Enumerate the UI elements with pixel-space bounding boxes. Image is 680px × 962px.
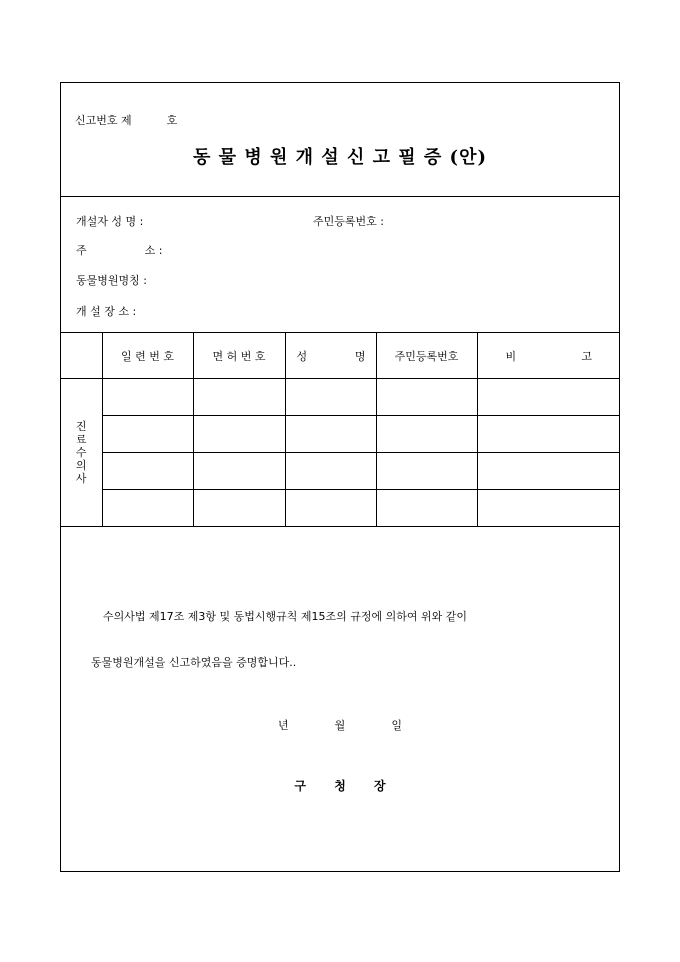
- cell-note[interactable]: [477, 490, 619, 527]
- page-title: 동 물 병 원 개 설 신 고 필 증 (안): [193, 147, 487, 168]
- cell-name[interactable]: [285, 490, 376, 527]
- form-header: [61, 83, 619, 197]
- table-row: [61, 379, 619, 416]
- cell-rrn[interactable]: [376, 379, 477, 416]
- date-day-label: 일: [391, 719, 402, 732]
- table-row: [61, 490, 619, 527]
- column-header-license-no: 면 허 번 호: [193, 333, 285, 379]
- column-header-note-first: 비: [505, 349, 517, 363]
- column-header-name: [285, 333, 376, 379]
- date-month-label: 월: [334, 719, 346, 732]
- cell-serial-no[interactable]: [102, 416, 193, 453]
- cell-name[interactable]: [285, 416, 376, 453]
- issue-date: [61, 717, 619, 733]
- veterinarian-table: [61, 333, 619, 527]
- location-label: 개 설 장 소 :: [76, 305, 137, 318]
- table-row: [61, 453, 619, 490]
- certification-text-line1: 수의사법 제17조 제3항 및 동법시행규칙 제15조의 규정에 의하여 위와 같이: [103, 610, 467, 623]
- column-header-name-second: 명: [354, 349, 366, 363]
- cell-serial-no[interactable]: [102, 379, 193, 416]
- issuer-signature: 구 청 장: [294, 779, 398, 793]
- column-header-name-first: 성: [296, 349, 308, 363]
- vet-label-char: 의: [75, 459, 87, 472]
- certification-text-line2: 동물병원개설을 신고하였음을 증명합니다..: [91, 656, 297, 669]
- column-header-rrn: 주민등록번호: [376, 333, 477, 379]
- table-row: [61, 416, 619, 453]
- cell-note[interactable]: [477, 453, 619, 490]
- cell-rrn[interactable]: [376, 416, 477, 453]
- cell-rrn[interactable]: [376, 453, 477, 490]
- vet-label-char: 진: [75, 420, 87, 433]
- cell-name[interactable]: [285, 453, 376, 490]
- column-header-note-second: 고: [581, 349, 592, 363]
- column-header-note: [477, 333, 619, 379]
- table-corner-cell: [61, 333, 102, 379]
- cell-license-no[interactable]: [193, 453, 285, 490]
- applicant-info: [61, 197, 619, 333]
- address-label: [76, 242, 162, 258]
- report-number: [75, 112, 177, 128]
- report-number-suffix: 호: [166, 114, 178, 127]
- cell-note[interactable]: [477, 416, 619, 453]
- vet-label-char: 료: [75, 433, 87, 446]
- cell-license-no[interactable]: [193, 416, 285, 453]
- hospital-name-label: 동물병원명칭 :: [76, 274, 147, 287]
- cell-note[interactable]: [477, 379, 619, 416]
- date-year-label: 년: [278, 719, 289, 732]
- report-number-label: 신고번호 제: [75, 114, 132, 127]
- veterinarian-row-label: [61, 379, 102, 527]
- vet-label-char: 수: [75, 446, 87, 459]
- cell-name[interactable]: [285, 379, 376, 416]
- address-label-first: 주: [76, 244, 87, 257]
- certificate-form: [60, 82, 620, 872]
- cell-license-no[interactable]: [193, 379, 285, 416]
- cell-serial-no[interactable]: [102, 453, 193, 490]
- cell-rrn[interactable]: [376, 490, 477, 527]
- founder-rrn-label: 주민등록번호 :: [313, 215, 384, 228]
- cell-license-no[interactable]: [193, 490, 285, 527]
- column-header-serial-no: 일 련 번 호: [102, 333, 193, 379]
- cell-serial-no[interactable]: [102, 490, 193, 527]
- founder-name-label: 개설자 성 명 :: [76, 215, 144, 228]
- vet-label-char: 사: [75, 472, 87, 485]
- table-header-row: [61, 333, 619, 379]
- address-label-second: 소 :: [144, 244, 163, 257]
